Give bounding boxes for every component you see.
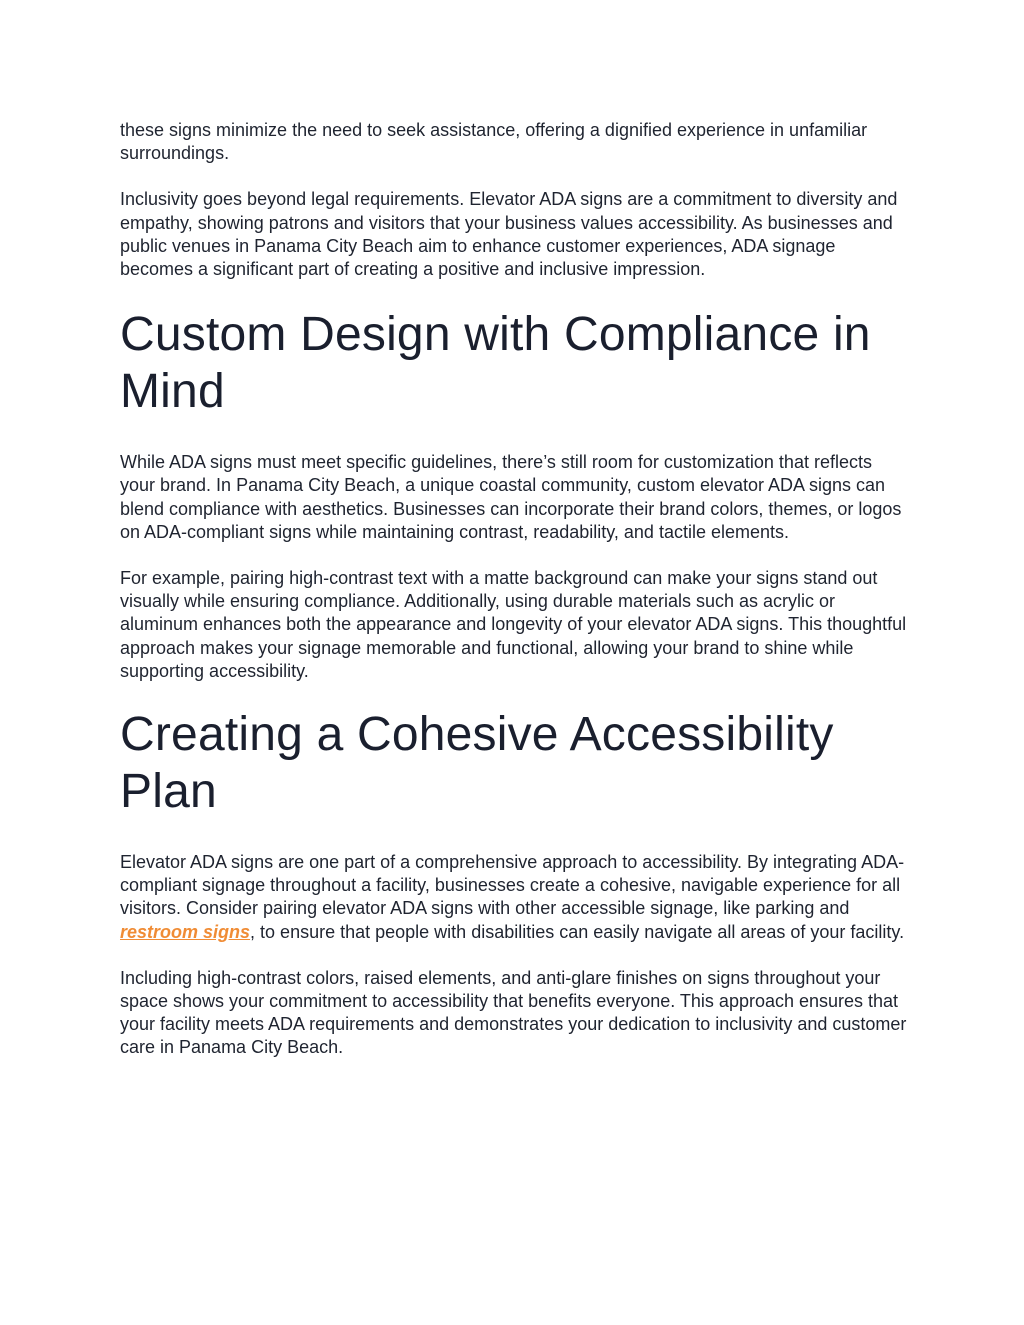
intro-paragraph-1: these signs minimize the need to seek assistance, offering a dignified experience in unfamiliar surroundings.	[120, 120, 868, 164]
document-page	[120, 119, 910, 1060]
section-heading-custom-design: Custom Design with Compliance in Mind	[120, 308, 871, 419]
restroom-signs-link[interactable]: restroom signs	[120, 921, 251, 942]
intro-paragraph-2: Inclusivity goes beyond legal requirements. Elevator ADA signs are a commitment to diversity and empathy, showing patrons and visitors that your business values accessibility. As businesses and public venues in Panama City Beach aim to enhance customer experiences, ADA signage becomes a significant part of creating a positive and inclusive impression.	[120, 189, 898, 280]
section1-paragraph-1: While ADA signs must meet specific guidelines, there’s still room for customization that reflects your brand. In Panama City Beach, a unique coastal community, custom elevator ADA signs can blend compliance with aesthetics. Businesses can incorporate their brand colors, themes, or logos on ADA-compliant signs while maintaining contrast, readability, and tactile elements.	[120, 452, 902, 542]
section2-paragraph-1	[120, 851, 910, 944]
section2-paragraph-1-text-after: , to ensure that people with disabilities can easily navigate all areas of your facility.	[250, 921, 905, 942]
section2-paragraph-2: Including high-contrast colors, raised elements, and anti-glare finishes on signs throughout your space shows your commitment to accessibility that benefits everyone. This approach ensures that your facility meets ADA requirements and demonstrates your dedication to inclusivity and customer care in Panama City Beach.	[120, 967, 907, 1058]
section2-paragraph-1-text-before: Elevator ADA signs are one part of a comprehensive approach to accessibility. By integrating ADA-compliant signage throughout a facility, businesses create a cohesive, navigable experience for all visitors. Consider pairing elevator ADA signs with other accessible signage, like parking and	[120, 852, 905, 919]
section1-paragraph-2: For example, pairing high-contrast text with a matte background can make your signs stand out visually while ensuring compliance. Additionally, using durable materials such as acrylic or aluminum enhances both the appearance and longevity of your elevator ADA signs. This thoughtful approach makes your signage memorable and functional, allowing your brand to shine while supporting accessibility.	[120, 568, 907, 681]
section-heading-accessibility-plan: Creating a Cohesive Accessibility Plan	[120, 708, 834, 819]
